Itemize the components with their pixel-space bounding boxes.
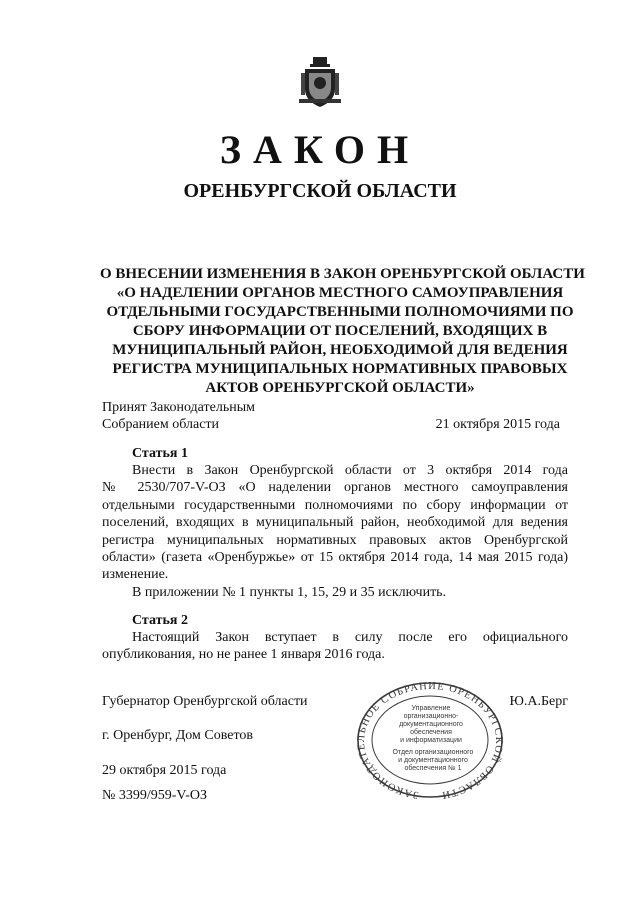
article-1-line: Внести в Закон Оренбургской области от 3 октября 2014 года	[132, 463, 568, 478]
article-1-line: области» (газета «Оренбуржье» от 15 октября 2014 года, 14 мая 2015 года)	[102, 550, 568, 566]
adopted-line: Собранием области	[102, 417, 220, 432]
article-1-body	[102, 462, 568, 601]
article-2-line: опубликования, но не ранее 1 января 2016 года.	[102, 647, 385, 663]
seal-inner-line: обеспечения № 1	[404, 765, 462, 772]
adopted-date: 21 октября 2015 года	[435, 417, 560, 432]
seal-inner-line: и информатизации	[400, 737, 462, 744]
governor-label: Губернатор Оренбургской области	[102, 694, 308, 709]
coat-of-arms-emblem	[297, 55, 343, 109]
signing-place: г. Оренбург, Дом Советов	[102, 728, 253, 743]
adopted-by	[102, 399, 255, 433]
heading-line: О ВНЕСЕНИИ ИЗМЕНЕНИЯ В ЗАКОН ОРЕНБУРГСКОЙ ОБЛАСТИ	[100, 266, 585, 282]
seal-inner-line: документационного	[399, 721, 463, 728]
article-1-title: Статья 1	[132, 446, 188, 461]
heading-line: СБОРУ ИНФОРМАЦИИ ОТ ПОСЕЛЕНИЙ, ВХОДЯЩИХ В	[132, 323, 548, 339]
article-1-line: отдельными государственными полномочиями по сбору информации от	[102, 497, 568, 513]
heading-line: АКТОВ ОРЕНБУРГСКОЙ ОБЛАСТИ»	[205, 380, 475, 396]
article-2-body	[102, 629, 568, 664]
official-seal-stamp	[355, 677, 505, 799]
article-2-title: Статья 2	[132, 613, 188, 628]
law-heading	[100, 265, 585, 398]
signing-date: 29 октября 2015 года	[102, 763, 227, 778]
seal-inner-line: и документационного	[398, 757, 468, 764]
law-subtitle: ОРЕНБУРГСКОЙ ОБЛАСТИ	[183, 180, 457, 202]
seal-inner-line: обеспечения	[410, 729, 452, 736]
heading-line: РЕГИСТРА МУНИЦИПАЛЬНЫХ НОРМАТИВНЫХ ПРАВОВЫХ	[112, 361, 568, 377]
law-title: ЗАКОН	[219, 127, 421, 172]
article-2-line: Настоящий Закон вступает в силу после его официального	[132, 630, 568, 645]
article-1-line: поселений, входящих в муниципальный район, необходимой для ведения	[102, 515, 568, 531]
seal-inner-line: организационно-	[403, 713, 459, 720]
governor-name: Ю.А.Берг	[509, 694, 568, 709]
heading-line: ОТДЕЛЬНЫМИ ГОСУДАРСТВЕННЫМИ ПОЛНОМОЧИЯМИ ПО	[106, 304, 574, 320]
law-number: № 3399/959-V-ОЗ	[102, 788, 208, 803]
adopted-line: Принят Законодательным	[102, 400, 255, 415]
seal-inner-line: Отдел организационного	[392, 749, 474, 756]
article-1-line: регистра муниципальных нормативных правовых актов Оренбургской	[102, 532, 568, 548]
article-1-line: изменение.	[102, 567, 169, 583]
heading-line: «О НАДЕЛЕНИИ ОРГАНОВ МЕСТНОГО САМОУПРАВЛЕНИЯ	[116, 285, 564, 301]
heading-line: МУНИЦИПАЛЬНЫЙ РАЙОН, НЕОБХОДИМОЙ ДЛЯ ВЕДЕНИЯ	[112, 342, 568, 358]
article-1-line: В приложении № 1 пункты 1, 15, 29 и 35 исключить.	[132, 584, 447, 600]
seal-inner-line: Управление	[411, 705, 451, 712]
seal-ring-text: ЗАКОНОДАТЕЛЬНОЕ СОБРАНИЕ ОРЕНБУРГСКОЙ ОБЛАСТИ	[355, 680, 505, 799]
article-1-line: № 2530/707-V-ОЗ «О наделении органов местного самоуправления	[102, 480, 568, 496]
